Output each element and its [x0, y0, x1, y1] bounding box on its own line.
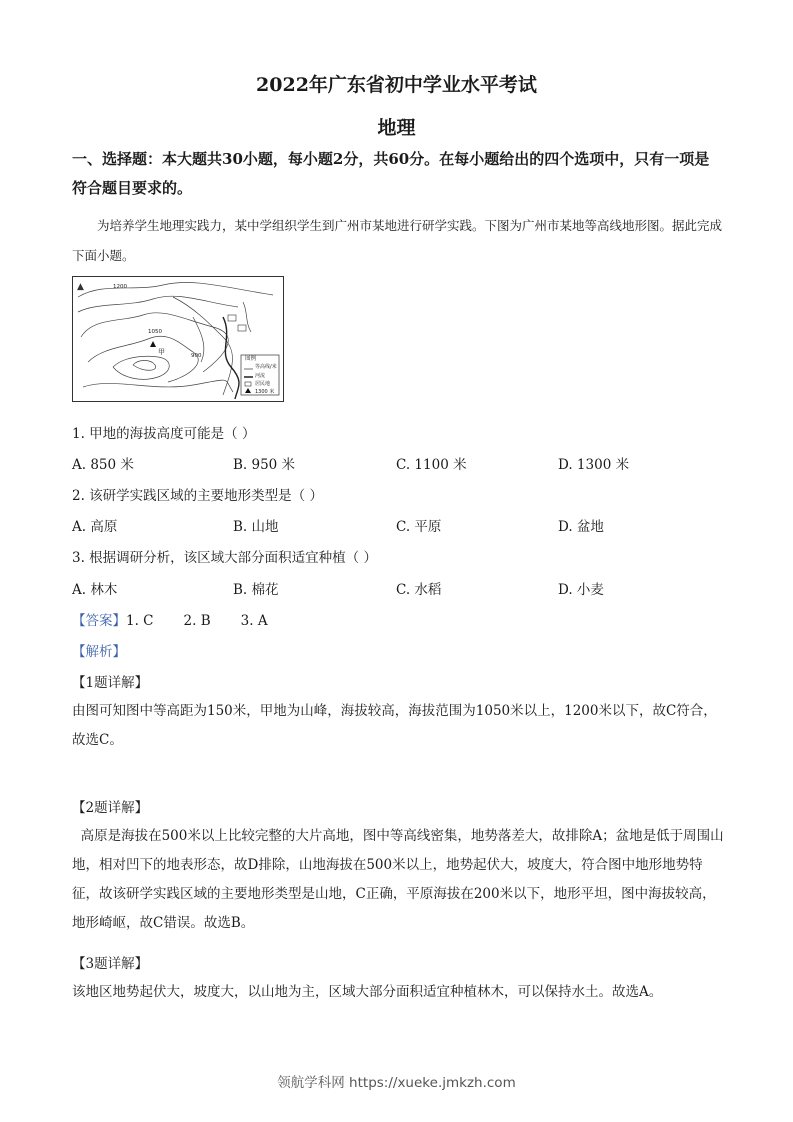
map-legend-item: 等高线/米: [255, 364, 277, 370]
answer-label: 【答案】: [72, 613, 126, 629]
question-intro: 为培养学生地理实践力，某中学组织学生到广州市某地进行研学实践。下图为广州市某地等高线地形图。据此完成下面小题。: [72, 218, 723, 263]
contour-map-figure: [72, 276, 284, 402]
contour-label: 1200: [113, 284, 127, 290]
detail-1-text: 由图可知图中等高距为150米，甲地为山峰，海拔较高，海拔范围为1050米以上，1200米以下，故C符合，故选C。: [72, 703, 717, 748]
question-2-option-c: C. 平原: [396, 519, 442, 535]
question-3-option-d: D. 小麦: [558, 582, 604, 598]
detail-1-heading: 【1题详解】: [72, 675, 149, 691]
answer-text: 1. C 2. B 3. A: [126, 613, 268, 629]
question-2-option-d: D. 盆地: [558, 519, 604, 535]
section-heading: 一、选择题：本大题共30小题，每小题2分，共60分。在每小题给出的四个选项中，只有一项是符合题目要求的。: [72, 150, 710, 197]
subject-title: 地理: [377, 117, 416, 139]
contour-label: 900: [191, 353, 202, 359]
question-3-option-c: C. 水稻: [396, 582, 442, 598]
map-legend-item: 1300 米: [255, 389, 275, 395]
question-3-stem: 3. 根据调研分析，该区域大部分面积适宜种植（ ）: [72, 550, 377, 566]
contour-map-drawing: [73, 277, 283, 401]
analysis-label: 【解析】: [72, 644, 126, 660]
svg-text:▲: ▲: [77, 282, 84, 292]
answer-line: [72, 609, 268, 629]
question-2-stem: 2. 该研学实践区域的主要地形类型是（ ）: [72, 488, 323, 504]
map-legend-title: 图例: [245, 356, 257, 362]
question-1-option-c: C. 1100 米: [396, 457, 467, 473]
question-1-option-b: B. 950 米: [233, 457, 296, 473]
contour-label: 1050: [148, 329, 162, 335]
detail-2-text: 高原是海拔在500米以上比较完整的大片高地，图中等高线密集，地势落差大，故排除A；盆地是低于周围山地，相对凹下的地表形态，故D排除，山地海拔在500米以上，地势起伏大，坡度大，符合图中地形地势特征，故该研学实践区域的主要地形类型是山地，C正确，平原海拔在200米以下，地形平坦，图中海拔较高，地形崎岖，故C错误。故选B。: [72, 828, 724, 931]
detail-3-heading: 【3题详解】: [72, 956, 149, 972]
question-2-option-b: B. 山地: [233, 519, 279, 535]
detail-2-heading: 【2题详解】: [72, 800, 149, 816]
question-3-option-a: A. 林木: [72, 582, 118, 598]
question-2-option-a: A. 高原: [72, 519, 118, 535]
detail-3-text: 该地区地势起伏大，坡度大，以山地为主，区域大部分面积适宜种植林木，可以保持水土。故选A。: [72, 984, 663, 1000]
question-1-stem: 1. 甲地的海拔高度可能是（ ）: [72, 426, 256, 442]
question-1-option-d: D. 1300 米: [558, 457, 630, 473]
page-title: 2022年广东省初中学业水平考试: [256, 74, 537, 96]
page-footer: 领航学科网 https://xueke.jmkzh.com: [277, 1075, 516, 1091]
map-legend-item: 居民地: [255, 381, 271, 387]
question-3-option-b: B. 棉花: [233, 582, 279, 598]
question-1-option-a: A. 850 米: [72, 457, 134, 473]
jia-marker-label: 甲: [158, 348, 165, 356]
map-legend-item: 河流: [255, 373, 266, 379]
